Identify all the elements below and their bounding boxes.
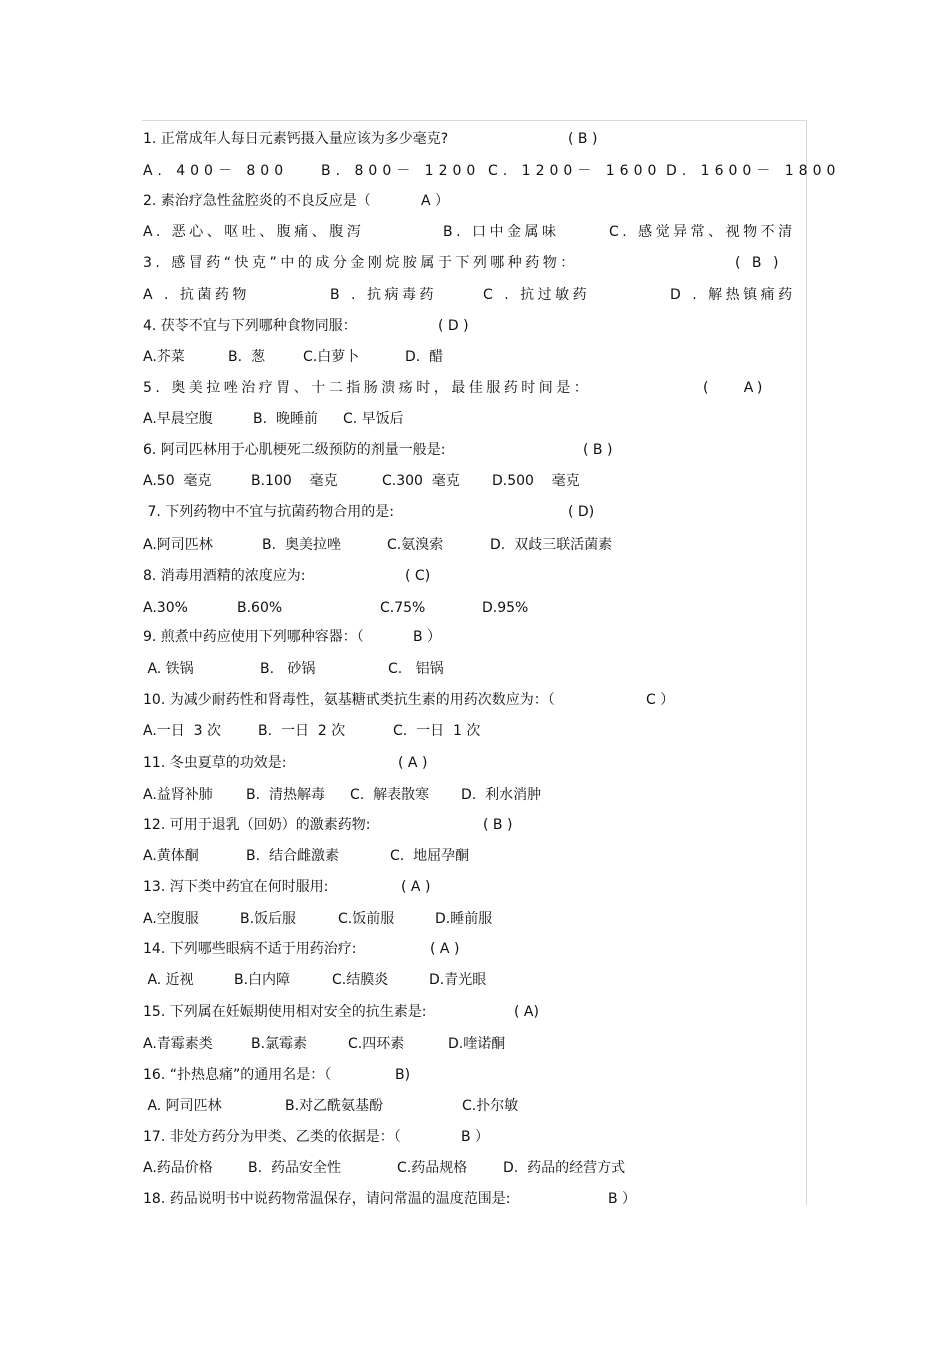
- option-a: A.早晨空腹: [143, 411, 213, 427]
- answer: ( D): [568, 504, 595, 520]
- answer: ( A ): [401, 879, 431, 895]
- option-d: D.喹诺酮: [448, 1036, 506, 1052]
- question-text: 18. 药品说明书中说药物常温保存，请问常温的温度范围是:: [143, 1191, 511, 1207]
- option-a: A. 恶心、呕吐、腹痛、腹泻: [143, 224, 365, 240]
- answer: C ）: [646, 692, 675, 708]
- option-a: A. 阿司匹林: [143, 1098, 222, 1114]
- option-c: C.氨溴索: [387, 537, 444, 553]
- option-b: B.白内障: [234, 972, 291, 988]
- question-text: 9. 煎煮中药应使用下列哪种容器：（: [143, 629, 364, 645]
- answer: A ）: [421, 193, 450, 209]
- option-b: B. 奥美拉唑: [262, 537, 341, 553]
- question-text: 14. 下列哪些眼病不适于用药治疗:: [143, 941, 357, 957]
- question-text: 4. 茯苓不宜与下列哪种食物同服：: [143, 318, 357, 334]
- option-b: B.氯霉素: [251, 1036, 308, 1052]
- option-c: C . 抗过敏药: [483, 287, 591, 303]
- question-text: 7. 下列药物中不宜与抗菌药物合用的是:: [143, 504, 394, 520]
- option-a: A. 近视: [143, 972, 194, 988]
- answer: ( B ): [483, 817, 513, 833]
- answer: B): [395, 1067, 411, 1083]
- option-c: C. 地屈孕酮: [390, 848, 470, 864]
- answer: ( C): [405, 568, 431, 584]
- option-b: B. 晚睡前: [253, 411, 318, 427]
- option-a: A.药品价格: [143, 1160, 213, 1176]
- option-a: A.30%: [143, 600, 188, 616]
- option-d: D.青光眼: [429, 972, 487, 988]
- answer: ( B ): [735, 255, 782, 271]
- option-a: A.空腹服: [143, 911, 199, 927]
- option-b: B. 口中金属味: [443, 224, 560, 240]
- answer: B ）: [608, 1191, 637, 1207]
- question-text: 5. 奥美拉唑治疗胃、十二指肠溃疡时，最佳服药时间是：: [143, 380, 592, 396]
- option-b: B.60%: [237, 600, 283, 616]
- question-18: [143, 1190, 637, 1244]
- option-b: B. 砂锅: [260, 661, 316, 677]
- question-text: 8. 消毒用酒精的浓度应为:: [143, 568, 306, 584]
- option-d: D. 药品的经营方式: [503, 1160, 626, 1176]
- option-b: B. 清热解毒: [246, 787, 325, 803]
- option-c: C. 感觉异常、视物不清: [609, 224, 796, 240]
- answer: B ）: [413, 629, 442, 645]
- option-c: C. 铝锅: [388, 661, 444, 677]
- option-a: A.50 毫克: [143, 473, 212, 489]
- option-a: A . 抗菌药物: [143, 287, 250, 303]
- option-c: C.300 毫克: [382, 473, 460, 489]
- option-b: B.饭后服: [240, 911, 297, 927]
- option-d: D.睡前服: [435, 911, 493, 927]
- question-text: 12. 可用于退乳（回奶）的激素药物:: [143, 817, 371, 833]
- option-c: C.饭前服: [338, 911, 395, 927]
- option-b: B.对乙酰氨基酚: [285, 1098, 384, 1114]
- option-b: B . 抗病毒药: [330, 287, 437, 303]
- option-b: B. 一日 2 次: [258, 723, 346, 739]
- option-c: C. 早饭后: [343, 411, 404, 427]
- option-b: B. 结合雌激素: [246, 848, 339, 864]
- option-b: B. 葱: [228, 349, 265, 365]
- question-text: 2. 素治疗急性盆腔炎的不良反应是（: [143, 193, 371, 209]
- question-text: 10. 为减少耐药性和肾毒性，氨基糖甙类抗生素的用药次数应为：（: [143, 692, 555, 708]
- question-text: 13. 泻下类中药宜在何时服用:: [143, 879, 329, 895]
- option-c: C. 解表散寒: [350, 787, 430, 803]
- option-d: D. 双歧三联活菌素: [490, 537, 613, 553]
- option-b: B. 800－ 1200: [321, 163, 481, 179]
- question-text: 15. 下列属在妊娠期使用相对安全的抗生素是:: [143, 1004, 427, 1020]
- option-c: C. 一日 1 次: [393, 723, 481, 739]
- option-b: B. 药品安全性: [248, 1160, 341, 1176]
- option-c: C. 1200－ 1600: [488, 163, 662, 179]
- answer: ( A ): [398, 755, 428, 771]
- answer: ( D ): [438, 318, 469, 334]
- option-a: A.黄体酮: [143, 848, 199, 864]
- question-text: 3. 感冒药“快克”中的成分金刚烷胺属于下列哪种药物：: [143, 255, 578, 271]
- question-text: 6. 阿司匹林用于心肌梗死二级预防的剂量一般是:: [143, 442, 446, 458]
- option-d: D. 醋: [405, 349, 444, 365]
- answer: ( A): [514, 1004, 539, 1020]
- question-text: 11. 冬虫夏草的功效是:: [143, 755, 287, 771]
- option-c: C.扑尔敏: [462, 1098, 519, 1114]
- answer: B ）: [461, 1129, 490, 1145]
- option-d: D. 1600－ 1800: [666, 163, 841, 179]
- question-text: 1. 正常成年人每日元素钙摄入量应该为多少毫克?: [143, 131, 449, 147]
- option-a: A.青霉素类: [143, 1036, 213, 1052]
- option-d: D. 利水消肿: [461, 787, 542, 803]
- option-d: D . 解热镇痛药: [670, 287, 796, 303]
- question-text: 17. 非处方药分为甲类、乙类的依据是：（: [143, 1129, 401, 1145]
- option-c: C.白萝卜: [303, 349, 360, 365]
- option-d: D.500 毫克: [492, 473, 580, 489]
- question-text: 16. “扑热息痛”的通用名是：（: [143, 1067, 332, 1083]
- option-a: A. 铁锅: [143, 661, 194, 677]
- option-a: A. 400－ 800: [143, 163, 289, 179]
- answer: ( B ): [583, 442, 613, 458]
- option-a: A.芥菜: [143, 349, 185, 365]
- option-d: D.95%: [482, 600, 529, 616]
- option-a: A.益肾补肺: [143, 787, 213, 803]
- option-c: C.四环素: [348, 1036, 405, 1052]
- option-a: A.一日 3 次: [143, 723, 222, 739]
- option-c: C.结膜炎: [332, 972, 389, 988]
- option-a: A.阿司匹林: [143, 537, 213, 553]
- answer: ( A): [703, 380, 766, 396]
- option-c: C.药品规格: [397, 1160, 468, 1176]
- answer: ( B ): [568, 131, 598, 147]
- option-b: B.100 毫克: [251, 473, 338, 489]
- answer: ( A ): [430, 941, 460, 957]
- option-c: C.75%: [380, 600, 426, 616]
